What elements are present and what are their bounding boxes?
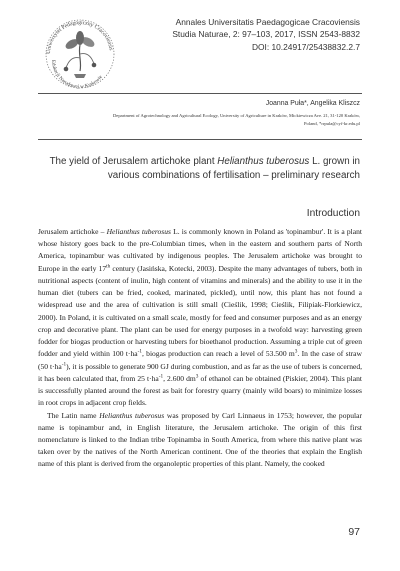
text-run: was proposed by Carl Linnaeus in 1753; however, the popular name is topinambur and, in English literature, the Jerusalem artichoke. The origin of this first nomenclature is linked to the Indian tribe Topinamba in South America, from where this native plant was taken over by the natives of the North American continent. One of the theories that explain the English name of this plant is derived from the organoleptic properties of this plant. Namely, the cooked bbox=[38, 410, 362, 469]
title-part-1: The yield of Jerusalem artichoke plant bbox=[49, 156, 218, 167]
affiliation-line-1: Department of Agrotechnology and Agricultural Ecology, University of Agriculture in Kraków, Mickiewicza Ave. 21, 31-120 Kraków, bbox=[112, 113, 360, 118]
svg-text:Uniwersytet Pedagogiczny Craco: Uniwersytet Pedagogiczny Cracoviensis bbox=[45, 19, 114, 55]
section-heading: Introduction bbox=[306, 208, 360, 219]
article-title bbox=[30, 155, 360, 182]
text-run: , biogas production can reach a level of 53.500 m bbox=[141, 349, 295, 359]
text-run: L. is commonly known in Poland as 'topinambur'. It is a plant whose history goes back to the pre-Columbian times, when in the eastern and southern parts of North America, topinambur was cultivated by indigenous peoples. The Jerusalem artichoke was brought to Europe in the early 17 bbox=[38, 227, 362, 273]
text-run: ), it is possible to generate 900 GJ during combustion, and as far as the use of tubers is concerned, it has been calculated that, from 25 t·ha bbox=[38, 361, 363, 383]
university-seal-logo bbox=[36, 8, 124, 96]
text-run: , 2.600 dm bbox=[163, 373, 196, 383]
species-name: Helianthus tuberosus bbox=[106, 227, 171, 236]
affiliation-line-2: Poland, *rrpula@cyf-kr.edu.pl bbox=[303, 120, 360, 126]
text-run: The Latin name bbox=[47, 410, 100, 420]
superscript: th bbox=[106, 263, 111, 270]
text-run: of ethanol can be obtained (Piskier, 2004). This plant is successfully planted around the forest as bait for forestry quarry (mainly wild boars) to minimize losses in root crops in adjacent crop fields. bbox=[38, 373, 362, 408]
title-part-2: L. grown in various combinations of fertilisation – preliminary research bbox=[107, 156, 360, 181]
paragraph-2 bbox=[38, 410, 362, 471]
page-number: 97 bbox=[348, 526, 360, 538]
superscript: -1 bbox=[137, 348, 142, 355]
species-name: Helianthus tuberosus bbox=[99, 410, 165, 420]
paragraph-1 bbox=[38, 226, 362, 410]
superscript: -1 bbox=[158, 373, 164, 380]
affiliation-rule bbox=[38, 139, 362, 140]
header-rule bbox=[38, 93, 362, 94]
journal-name: Annales Universitatis Paedagogicae Cracoviensis bbox=[175, 17, 360, 27]
svg-text:Edukacji Narodowej w Krakowie: Edukacji Narodowej w Krakowie bbox=[49, 59, 104, 91]
journal-details: Studia Naturae, 2: 97–103, 2017, ISSN 2543-8832 bbox=[172, 29, 360, 40]
text-run: . In the case of straw (50 t·ha bbox=[38, 349, 362, 371]
superscript: 3 bbox=[294, 348, 298, 355]
text-run: Jerusalem artichoke – bbox=[38, 227, 107, 236]
author-names: Joanna Puła*, Angelika Kliszcz bbox=[265, 100, 360, 107]
journal-info bbox=[172, 16, 360, 53]
doi: DOI: 10.24917/25438832.2.7 bbox=[251, 41, 360, 52]
article-body bbox=[38, 226, 362, 471]
text-run: century (Jasińska, Kotecki, 2003). Despite the many advantages of tubers, both in nutritional aspects (content of inulin, high content of vitamins and minerals) and the ability to use it in the human diet (tubers can be fried, cooked, marinated, pickled), until now, this plant has not found a widespread use and the area of cultivation is still small (Cieślik, 1998; Cieślik, Filipiak-Florkiewicz, 2000). In Poland, it is cultivated on a small scale, mostly for feed and consumer purposes and as an energy crop and decorative plant. The plant can be used for energy purposes in a twofold way: harvesting green fodder for biogas production or harvesting tubers for bioethanol production. Assuming a triple cut of green fodder and yield within 100 t·ha bbox=[38, 263, 362, 359]
affiliation bbox=[40, 112, 360, 127]
title-species: Helianthus tuberosus bbox=[217, 156, 310, 167]
superscript: -1 bbox=[61, 361, 67, 368]
superscript: 3 bbox=[195, 373, 199, 380]
